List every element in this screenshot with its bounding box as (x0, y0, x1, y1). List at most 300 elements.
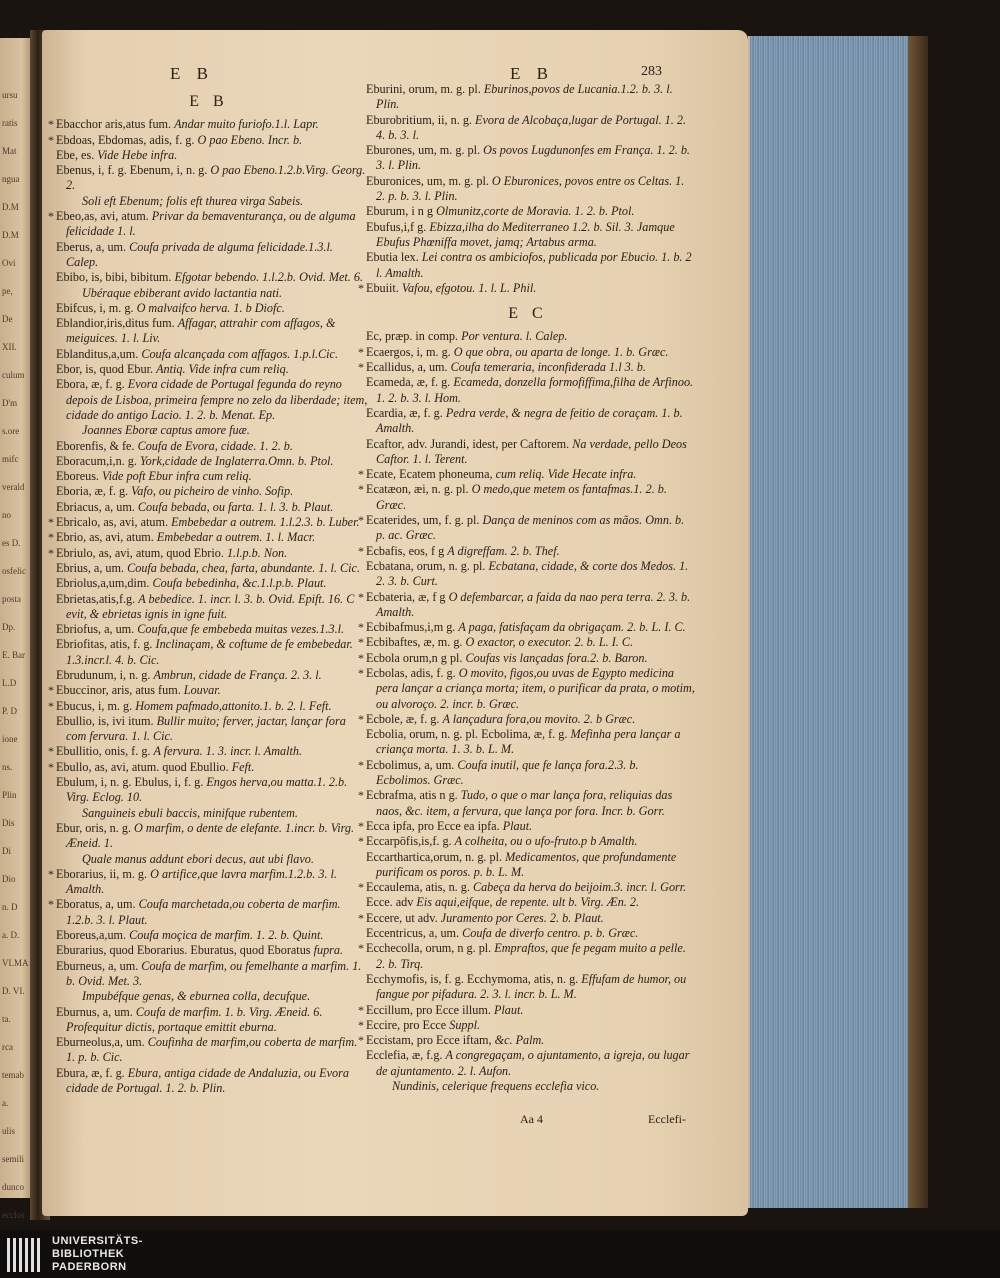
dictionary-entry (50, 484, 368, 499)
entry-headword: Ebeo,as, avi, atum. (56, 209, 149, 224)
quotation-line: Nundinis, celerique frequens ecclefia vico. (392, 1079, 600, 1093)
entry-definition: Eis aqui,eifque, de repente. ult b. Virg. Æn. 2. (416, 895, 640, 910)
entry-headword: Eburarius, quod Eborarius. Eburatus, quod Eboratus (56, 943, 311, 958)
entry-definition: O marfim, o dente de elefante. 1.incr. b. Virg. Æneid. 1. (66, 820, 355, 851)
entry-headword: Ebrietas,atis,f.g. (56, 591, 136, 606)
entry-definition: Cabeça da herva do beijoim.3. incr. l. Gorr. (472, 880, 687, 895)
left-margin-fragment: ecclos (2, 1210, 25, 1220)
entry-definition: Evora cidade de Portugal fegunda do reyno depois de Lisboa, primeira fempre no zelo da liberdade; item, cidade do antigo Lacio. 1. 2. b. Menat. Ep. (66, 377, 368, 422)
dictionary-entry (360, 1033, 696, 1048)
entry-headword: Ecaftor, adv. Jurandi, idest, per Caftorem. (366, 436, 570, 451)
left-margin-fragment: D.M (2, 230, 19, 240)
entry-definition: Os povos Lugdunonfes em França. 1. 2. b. 3. l. Plin. (376, 143, 690, 173)
entry-definition: 1.l.p.b. Non. (226, 545, 288, 560)
section-heading-ec: E C (508, 305, 548, 323)
left-margin-fragment: ulis (2, 1126, 16, 1136)
asterisk-mark: * (48, 866, 54, 881)
left-margin-fragment: De (2, 314, 13, 324)
entry-definition: Coufa privada de alguma felicidade.1.3.l. Calep. (66, 239, 333, 269)
dictionary-entry (360, 758, 696, 789)
entry-headword: Eborenfis, & fe. (56, 438, 135, 453)
asterisk-mark: * (48, 897, 54, 912)
entry-definition: Antiq. Vide infra cum reliq. (156, 362, 289, 377)
dictionary-entry (50, 928, 368, 943)
dictionary-entry (50, 515, 368, 530)
entry-headword: Eburneolus,a, um. (56, 1035, 145, 1050)
entry-definition: Coufa de marfim, ou femelhante a marfim. 1. b. Ovid. Met. 3. (66, 958, 362, 988)
dictionary-entry (360, 1003, 696, 1018)
asterisk-mark: * (358, 467, 364, 482)
left-margin-fragment: D.M (2, 202, 19, 212)
dictionary-entry (360, 482, 696, 513)
left-column (50, 92, 368, 1096)
left-margin-fragment: Dio (2, 874, 16, 884)
entry-definition: Ambrun, cidade de França. 2. 3. l. (153, 667, 322, 682)
left-entries-list (50, 117, 368, 1096)
left-margin-fragment: rca (2, 1042, 13, 1052)
entry-headword: Ecbafis, eos, f g (366, 543, 445, 558)
entry-definition: Pedra verde, & negra de feitio de coraçam. 1. b. Amalth. (376, 405, 683, 436)
dictionary-entry (50, 589, 368, 623)
asterisk-mark: * (358, 1002, 364, 1017)
entry-headword: Eburones, um, m. g. pl. (366, 143, 481, 158)
asterisk-mark: * (358, 280, 364, 295)
entry-headword: Ebuccinor, aris, atus fum. (56, 683, 181, 698)
dictionary-entry (50, 240, 368, 271)
left-margin-fragment: ione (2, 734, 18, 744)
entry-headword: Eccire, pro Ecce (366, 1017, 447, 1032)
left-margin-fragment: ns. (2, 762, 13, 772)
entry-headword: Eccarthartica,orum, n. g. pl. (366, 849, 503, 864)
entry-definition: O malvaifco herva. 1. b Diofc. (136, 300, 285, 315)
dictionary-entry (360, 174, 696, 205)
entry-headword: Ecbola orum,n g pl. (366, 650, 463, 665)
entry-headword: Eccentricus, a, um. (366, 926, 460, 941)
asterisk-mark: * (358, 757, 364, 772)
dictionary-entry (360, 437, 696, 468)
entry-headword: Eburum, i n g (366, 204, 434, 219)
left-margin-fragment: s.ore (2, 426, 20, 436)
dictionary-entry (50, 818, 368, 852)
dictionary-entry (360, 204, 696, 219)
entry-headword: Eberus, a, um. (56, 239, 127, 254)
asterisk-mark: * (358, 344, 364, 359)
entry-definition: Vide Hebe infra. (97, 147, 178, 162)
dictionary-entry (360, 911, 696, 926)
entry-definition: Inclinaçam, & coftume de fe embebedar. 1.3.incr.l. 4. b. Cic. (66, 637, 353, 667)
dictionary-entry (360, 375, 696, 406)
dictionary-entry (50, 377, 368, 423)
asterisk-mark: * (358, 1017, 364, 1032)
entry-headword: Eccaulema, atis, n. g. (366, 880, 470, 895)
entry-headword: Ebullio, is, ivi itum. (56, 713, 154, 728)
dictionary-entry (360, 788, 696, 819)
entry-definition: Medicamentos, que profundamente purificam os poros. p. b. L. M. (376, 849, 677, 879)
left-margin-fragment: n. D (2, 902, 18, 912)
dictionary-entry (360, 635, 696, 650)
entry-definition: Coufa moçica de marfim. 1. 2. b. Quint. (129, 928, 324, 943)
entry-definition: O medo,que metem os fantafmas.1. 2. b. Græc. (376, 482, 667, 512)
dictionary-entry (50, 270, 368, 285)
entry-headword: Ebriolus,a,um,dim. (56, 576, 150, 591)
entry-definition: York,cidade de Inglaterra.Omn. b. Ptol. (139, 453, 334, 468)
dictionary-entry (50, 117, 368, 132)
entry-headword: Ecbateria, æ, f g (366, 589, 446, 604)
left-margin-fragment: ngua (2, 174, 20, 184)
entry-headword: Eburnus, a, um. (56, 1004, 133, 1019)
entry-headword: Ec, præp. in comp. (366, 329, 459, 344)
asterisk-mark: * (48, 759, 54, 774)
entry-headword: Ebifcus, i, m. g. (56, 300, 134, 315)
dictionary-entry (48, 757, 368, 775)
dictionary-entry (360, 143, 696, 174)
entry-headword: Ecallidus, a, um. (366, 360, 448, 375)
entry-definition: Feft. (231, 759, 255, 774)
dictionary-entry (360, 250, 696, 281)
entry-headword: Eborarius, ii, m. g. (56, 866, 148, 881)
entry-headword: Ebullo, as, avi, atum. quod Ebullio. (56, 759, 229, 774)
entry-definition: O Eburonices, povos entre os Celtas. 1. 2. p. b. 3. l. Plin. (376, 173, 685, 204)
dictionary-entry (360, 651, 696, 666)
entry-definition: Plaut. (502, 818, 533, 833)
dictionary-entry (360, 834, 696, 849)
entry-definition: A bebedice. 1. incr. l. 3. b. Ovid. Epift. 16. C evit, & ebrietas ignis in igne fuit. (66, 591, 355, 621)
dictionary-entry (360, 972, 696, 1003)
dictionary-entry (360, 345, 696, 360)
library-logo-icon (6, 1236, 42, 1274)
quotation-line: Soli eft Ebenum; folis eft thurea virga Sabeis. (82, 193, 304, 208)
entry-headword: Ecbibaftes, æ, m. g. (366, 635, 463, 650)
asterisk-mark: * (358, 620, 364, 635)
asterisk-mark: * (48, 209, 54, 224)
asterisk-mark: * (48, 545, 54, 560)
entry-definition: Coufa bebada, ou farta. 1. l. 3. b. Plaut. (137, 499, 334, 514)
entry-definition: Embebedar a outrem. 1. l. Macr. (156, 530, 316, 545)
entry-definition: Engos herva,ou matta.1. 2.b. Virg. Eclog. 10. (66, 775, 348, 805)
library-logo (0, 1230, 1000, 1278)
dictionary-entry (50, 454, 368, 469)
left-margin-fragment: D'm (2, 398, 18, 408)
asterisk-mark: * (358, 589, 364, 604)
library-logo-line2: BIBLIOTHEK (52, 1248, 125, 1260)
entry-definition: Coufas vis lançadas fora.2. b. Baron. (465, 650, 648, 665)
left-margin-fragment: ta. (2, 1014, 11, 1024)
asterisk-mark: * (358, 711, 364, 726)
dictionary-entry (50, 316, 368, 347)
left-margin-fragment: posta (2, 594, 21, 604)
entry-definition: O movito, figos,ou uvas de Egypto medicina pera lançar a criança morta; item, o purificar da prata, o motim, ou alvoroço. 2. incr. b. Græc. (376, 665, 695, 711)
entry-headword: Ebdoas, Ebdomas, adis, f. g. (56, 132, 195, 147)
left-margin-fragment: D. VI. (2, 986, 25, 996)
dictionary-entry (360, 559, 696, 590)
entry-headword: Ecameda, æ, f. g. (366, 375, 451, 390)
entry-definition: Na verdade, pello Deos Caftor. 1. l. Terent. (376, 436, 687, 466)
dictionary-entry (360, 1018, 696, 1033)
left-margin-fragment: no (2, 510, 11, 520)
asterisk-mark: * (48, 530, 54, 545)
entry-headword: Ebriulo, as, avi, atum, quod Ebrio. (56, 545, 224, 560)
dictionary-entry (50, 699, 368, 714)
entry-headword: Ecaergos, i, m. g. (366, 344, 451, 359)
entry-definition: A congregaçam, o ajuntamento, a igreja, ou lugar de ajuntamento. 2. l. Aufon. (376, 1048, 690, 1078)
left-margin-fragment: semili (2, 1154, 24, 1164)
dictionary-entry (50, 469, 368, 484)
dictionary-entry (50, 163, 368, 194)
left-margin-fragment: Mat (2, 146, 17, 156)
dictionary-entry (50, 301, 368, 316)
library-logo-line1: UNIVERSITÄTS- (52, 1235, 143, 1247)
running-head-right: E B (510, 64, 554, 83)
entry-definition: fupra. (313, 943, 344, 958)
entry-headword: Ecbolia, orum, n. g. pl. Ecbolima, æ, f. g. (366, 727, 568, 742)
entry-headword: Ebora, æ, f. g. (56, 377, 125, 392)
dictionary-entry (360, 941, 696, 972)
left-margin-fragment: L.D (2, 678, 17, 688)
dictionary-entry (360, 926, 696, 941)
quotation-line: Quale manus addunt ebori decus, aut ubi flavo. (82, 851, 314, 866)
dictionary-entry (360, 1048, 696, 1079)
quotation-line: Sanguineis ebuli baccis, minifque rubentem. (82, 805, 298, 820)
entry-headword: Eboreus. (56, 469, 99, 484)
entry-definition: Coufa,que fe embebeda muitas vezes.1.3.l. (137, 622, 345, 637)
entry-definition: O defembarcar, a faida da nao pera terra. 2. 3. b. Amalth. (376, 589, 691, 619)
left-margin-fragment: XII. (2, 342, 17, 352)
entry-definition: Vide poft Ebur infra cum reliq. (102, 469, 252, 484)
entry-definition: A digreffam. 2. b. Thef. (447, 543, 560, 558)
entry-definition: Andar muito furiofo.1.l. Lapr. (174, 117, 319, 132)
right-column (360, 82, 696, 1094)
dictionary-entry (360, 329, 696, 344)
page-edges (748, 36, 928, 1208)
asterisk-mark: * (358, 834, 364, 849)
entry-definition: Suppl. (449, 1017, 481, 1032)
entry-headword: Ecce. adv (366, 895, 414, 910)
entry-definition: Coufa de Evora, cidade. 1. 2. b. (137, 438, 293, 453)
entry-headword: Ecchymofis, is, f. g. Ecchymoma, atis, n. g. (366, 971, 579, 986)
dictionary-entry (360, 590, 696, 621)
entry-headword: Ecca ipfa, pro Ecce ea ipfa. (366, 818, 500, 833)
entry-definition: A fervura. 1. 3. incr. l. Amalth. (153, 744, 303, 759)
entry-definition: O exactor, o executor. 2. b. L. I. C. (465, 635, 634, 650)
entry-headword: Ecbatana, orum, n. g. pl. (366, 558, 486, 573)
dictionary-entry (360, 850, 696, 881)
asterisk-mark: * (358, 788, 364, 803)
entry-headword: Ecate, Ecatem phoneuma, (366, 467, 493, 482)
asterisk-mark: * (358, 635, 364, 650)
asterisk-mark: * (358, 482, 364, 497)
left-margin-fragment: mifc (2, 454, 19, 464)
entry-headword: Ebor, is, quod Ebur. (56, 362, 154, 377)
entry-definition: Efgotar bebendo. 1.l.2.b. Ovid. Met. 6. (174, 270, 364, 285)
dictionary-entry (360, 113, 696, 144)
dictionary-entry (50, 576, 368, 591)
entry-headword: Ebrius, a, um. (56, 560, 125, 575)
entry-headword: Ecbole, æ, f. g. (366, 711, 440, 726)
signature-mark: Aa 4 (520, 1112, 543, 1126)
dictionary-entry (360, 819, 696, 834)
left-margin-fragment: VLMA (2, 958, 29, 968)
dictionary-entry (50, 744, 368, 759)
asterisk-mark: * (358, 880, 364, 895)
entry-definition: Coufa bebada, chea, farta, abundante. 1. l. Cic. (127, 560, 360, 575)
dictionary-entry (50, 959, 368, 990)
entry-definition: Bullir muito; ferver, jactar, lançar fora com fervura. 1. l. Cic. (66, 713, 346, 744)
dictionary-entry (360, 281, 696, 296)
entry-definition: Tudo, o que o mar lança fora, reliquias das naos, &c. item, a fervura, que lança por fora. Incr. b. Gorr. (376, 788, 673, 818)
entry-definition: Vafo, ou picheiro de vinho. Sofip. (131, 484, 294, 499)
entry-definition: &c. Palm. (494, 1033, 545, 1048)
entry-definition: Juramento por Ceres. 2. b. Plaut. (440, 910, 604, 925)
entry-headword: Ebur, oris, n. g. (56, 820, 131, 835)
entry-headword: Ecbolas, adis, f. g. (366, 665, 456, 680)
asterisk-mark: * (358, 818, 364, 833)
entry-definition: Lei contra os ambiciofos, publicada por Ebucio. 1. b. 2 l. Amalth. (376, 250, 692, 280)
entry-headword: Eccarpöfis,is,f. g. (366, 834, 452, 849)
left-margin-fragment: temab (2, 1070, 24, 1080)
left-margin-fragment: Di (2, 846, 11, 856)
entry-definition: Plaut. (493, 1002, 524, 1017)
entry-definition: Homem pafmado,attonito.1. b. 2. l. Feft. (135, 698, 332, 713)
dictionary-entry (50, 500, 368, 515)
dictionary-entry (360, 467, 696, 482)
entry-headword: Ecbibafmus,i,m g. (366, 620, 456, 635)
entry-definition: Louvar. (183, 683, 221, 698)
right-eb-entries-list (360, 82, 696, 296)
dictionary-entry (50, 561, 368, 576)
entry-headword: Ebrio, as, avi, atum. (56, 530, 154, 545)
entry-definition: Coufa de marfim. 1. b. Virg. Æneid. 6. Profequitur dictis, portaque emittit eburna. (66, 1004, 323, 1034)
entry-headword: Ebura, æ, f. g. (56, 1065, 125, 1080)
dictionary-entry (360, 712, 696, 727)
dictionary-entry (360, 406, 696, 437)
entry-definition: Coufa de diverfo centro. p. b. Græc. (462, 926, 639, 941)
dictionary-entry (50, 867, 368, 898)
asterisk-mark: * (358, 1033, 364, 1048)
asterisk-mark: * (48, 698, 54, 713)
left-margin-fragment: verald (2, 482, 25, 492)
entry-headword: Ecbolimus, a, um. (366, 757, 455, 772)
entry-definition: A paga, fatisfaçam da obrigaçam. 2. b. L. I. C. (458, 620, 686, 635)
dictionary-entry (360, 513, 696, 544)
left-margin-fragment: a. (2, 1098, 9, 1108)
entry-headword: Ebutia lex. (366, 250, 419, 265)
entry-headword: Ebufus,i,f g. (366, 219, 427, 234)
left-margin-fragment: pe, (2, 286, 13, 296)
right-ec-entries-list (360, 329, 696, 1094)
entry-headword: Eboreus,a,um. (56, 928, 127, 943)
left-margin-fragment: P. D (2, 706, 18, 716)
entry-headword: Ebullitio, onis, f. g. (56, 744, 151, 759)
left-margin-fragment: Dis (2, 818, 15, 828)
entry-headword: Ebriofitas, atis, f. g. (56, 637, 153, 652)
entry-definition: Coufa temeraria, inconfiderada 1.l 3. b. (450, 360, 646, 375)
entry-definition: O artifice,que lavra marfim.1.2.b. 3. l. Amalth. (66, 866, 337, 897)
entry-definition: Ecameda, donzella formofiffima,filha de Arfinoo. 1. 2. b. 3. l. Hom. (376, 375, 694, 405)
quotation-line: Impubéfque genas, & eburnea colla, decufque. (82, 989, 311, 1004)
entry-definition: Eburinos,povos de Lucania.1.2. b. 3. l. Plin. (376, 82, 673, 112)
running-head-left: E B (170, 64, 214, 83)
entry-headword: Ecatæon, æi, n. g. pl. (366, 482, 469, 497)
asterisk-mark: * (48, 683, 54, 698)
entry-definition: O pao Ebeno. Incr. b. (197, 132, 303, 147)
dictionary-entry (50, 1035, 368, 1066)
entry-headword: Ebrudunum, i, n. g. (56, 667, 151, 682)
left-margin-fragment: E. Bar (2, 650, 25, 660)
dictionary-entry (50, 711, 368, 745)
entry-headword: Ebuiit. (366, 280, 399, 295)
asterisk-mark: * (48, 515, 54, 530)
entry-definition: Coufa inutil, que fe lança fora.2.3. b. Ecbolimos. Græc. (376, 757, 639, 788)
entry-definition: Ecbatana, cidade, & corte dos Medos. 1. 2. 3. b. Curt. (376, 558, 689, 589)
entry-headword: Eboria, æ, f. g. (56, 484, 129, 499)
catchword: Ecclefi- (648, 1112, 686, 1126)
dictionary-entry (50, 362, 368, 377)
entry-headword: Ebricalo, as, avi, atum. (56, 515, 169, 530)
entry-headword: Ebacchor aris,atus fum. (56, 117, 172, 132)
dictionary-entry (50, 1002, 368, 1036)
entry-headword: Ecaterides, um, f. g. pl. (366, 513, 480, 528)
asterisk-mark: * (358, 513, 364, 528)
entry-headword: Eccere, ut adv. (366, 910, 438, 925)
page-number: 283 (641, 64, 662, 79)
entry-headword: Ebriacus, a, um. (56, 499, 135, 514)
left-margin-fragment: ursu (2, 90, 18, 100)
entry-headword: Ebenus, i, f. g. Ebenum, i, n. g. (56, 163, 208, 178)
entry-headword: Ecbrafma, atis n g. (366, 788, 458, 803)
entry-headword: Eburini, orum, m. g. pl. (366, 82, 481, 96)
entry-headword: Eburobritium, ii, n. g. (366, 112, 472, 127)
dictionary-entry (360, 82, 696, 113)
dictionary-entry (360, 220, 696, 251)
entry-headword: Ebucus, i, m. g. (56, 698, 133, 713)
entry-headword: Eccillum, pro Ecce illum. (366, 1002, 491, 1017)
dictionary-entry (360, 727, 696, 758)
entry-headword: Ebe, es. (56, 147, 95, 162)
dictionary-entry (360, 360, 696, 375)
entry-definition: cum reliq. Vide Hecate infra. (495, 467, 637, 482)
left-margin-fragment: culum (2, 370, 25, 380)
entry-definition: Coufa bebedinha, &c.1.l.p.b. Plaut. (152, 576, 327, 591)
left-margin-fragment: Dp. (2, 622, 16, 632)
asterisk-mark: * (358, 360, 364, 375)
dictionary-entry (50, 775, 368, 806)
left-margin-fragment: ratis (2, 118, 18, 128)
asterisk-mark: * (48, 132, 54, 147)
entry-definition: A lançadura fora,ou movito. 2. b Græc. (442, 711, 636, 726)
entry-headword: Eburonices, um, m. g. pl. (366, 173, 489, 188)
entry-headword: Ebriofus, a, um. (56, 622, 135, 637)
dictionary-entry (50, 665, 368, 683)
entry-definition: O que obra, ou aparta de longe. 1. b. Græc. (453, 344, 669, 359)
entry-definition: Coufa alcançada com affagos. 1.p.l.Cic. (141, 346, 338, 361)
left-margin-fragment: Ovi (2, 258, 16, 268)
library-logo-line3: PADERBORN (52, 1261, 127, 1273)
dictionary-entry (50, 133, 368, 148)
left-margin-fragment: a. D. (2, 930, 20, 940)
entry-definition: A colheita, ou o ufo-fruto.p b Amalth. (454, 834, 638, 849)
asterisk-mark: * (358, 650, 364, 665)
asterisk-mark: * (358, 665, 364, 680)
dictionary-entry (360, 544, 696, 559)
asterisk-mark: * (358, 910, 364, 925)
entry-headword: Eblandior,iris,ditus fum. (56, 316, 175, 331)
asterisk-mark: * (48, 117, 54, 132)
entry-headword: Ebulum, i, n. g. Ebulus, i, f. g. (56, 775, 204, 790)
dictionary-entry (50, 683, 368, 698)
dictionary-entry (50, 439, 368, 454)
entry-definition: Coufinha de marfim,ou coberta de marfim. 1. p. b. Cic. (66, 1035, 358, 1065)
entry-definition: Vafou, efgotou. 1. l. L. Phil. (401, 280, 537, 295)
